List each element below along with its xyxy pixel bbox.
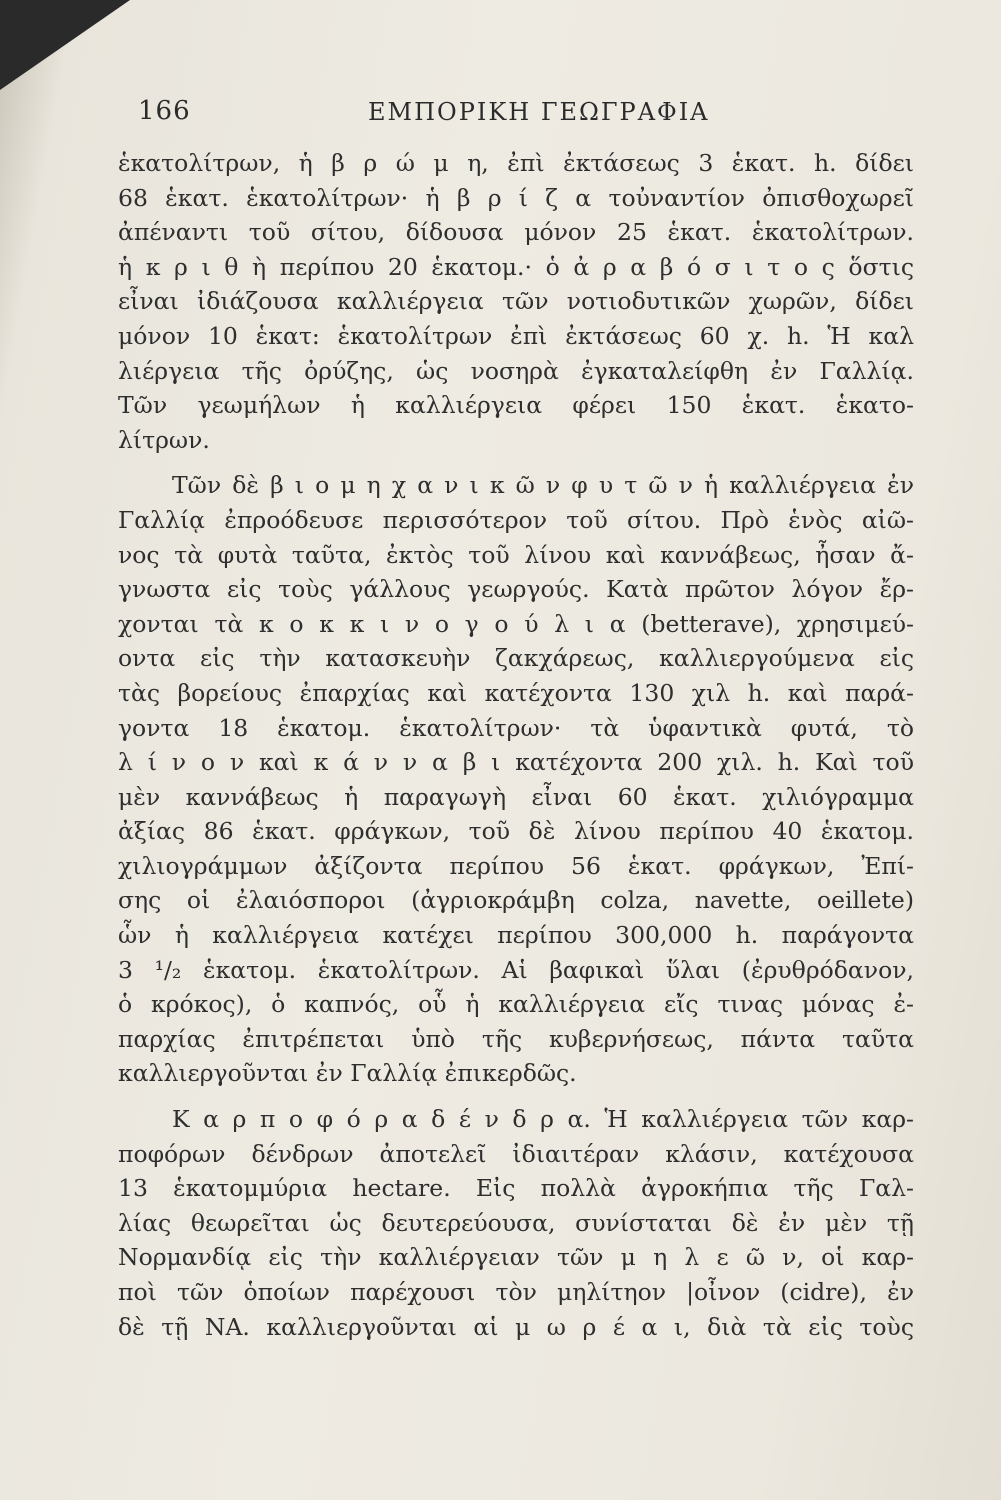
text-line: τὰς βορείους ἐπαρχίας καὶ κατέχοντα 130 χιλ h. καὶ παρά- — [118, 678, 914, 707]
text-line: δὲ τῇ ΝΑ. καλλιεργοῦνται αἱ μ ω ρ έ α ι, διὰ τὰ εἰς τοὺς — [118, 1312, 914, 1341]
text-line: Τῶν γεωμήλων ἡ καλλιέργεια φέρει 150 ἑκατ. ἑκατο- — [118, 391, 914, 420]
text-line: παρχίας ἐπιτρέπεται ὑπὸ τῆς κυβερνήσεως, πάντα ταῦτα — [118, 1024, 914, 1053]
paragraph — [118, 1102, 914, 1344]
text-line: λίας θεωρεῖται ὡς δευτερεύουσα, συνίσταται δὲ ἐν μὲν τῇ — [118, 1208, 914, 1237]
text-line: ὁ κρόκος), ὁ καπνός, οὗ ἡ καλλιέργεια εἴς τινας μόνας ἐ- — [118, 990, 914, 1019]
text-line: ἑκατολίτρων, ἡ β ρ ώ μ η, ἐπὶ ἐκτάσεως 3 ἑκατ. h. δίδει — [118, 149, 914, 177]
body-text — [118, 146, 914, 1344]
page-number: 166 — [138, 96, 191, 126]
text-line: Γαλλίᾳ ἐπροόδευσε περισσότερον τοῦ σίτου. Πρὸ ἑνὸς αἰῶ- — [118, 505, 914, 534]
text-line: οντα εἰς τὴν κατασκευὴν ζακχάρεως, καλλιεργούμενα εἰς — [118, 644, 914, 673]
text-line: σης οἱ ἐλαιόσποροι (ἀγριοκράμβη colza, navette, oeillete) — [118, 886, 914, 915]
text-line: εἶναι ἰδιάζουσα καλλιέργεια τῶν νοτιοδυτικῶν χωρῶν, δίδει — [118, 287, 914, 316]
text-line: Κ α ρ π ο φ ό ρ α δ έ ν δ ρ α. Ἡ καλλιέργεια τῶν καρ- — [172, 1105, 914, 1134]
page-corner-shadow — [0, 0, 130, 90]
text-line: μὲν καννάβεως ἡ παραγωγὴ εἶναι 60 ἑκατ. χιλιόγραμμα — [118, 782, 914, 811]
text-line: 13 ἑκατομμύρια hectare. Εἰς πολλὰ ἀγροκήπια τῆς Γαλ- — [118, 1174, 914, 1203]
page-header — [138, 96, 908, 136]
text-line: μόνον 10 ἑκατ: ἑκατολίτρων ἐπὶ ἐκτάσεως 60 χ. h. Ἡ καλ — [118, 321, 914, 350]
text-line: Τῶν δὲ β ι ο μ η χ α ν ι κ ῶ ν φ υ τ ῶ ν ἡ καλλιέργεια ἐν — [172, 471, 914, 500]
text-line: ἡ κ ρ ι θ ὴ περίπου 20 ἑκατομ.· ὁ ἀ ρ α β ό σ ι τ ο ς ὅστις — [118, 252, 914, 281]
text-line: καλλιεργοῦνται ἐν Γαλλίᾳ ἐπικερδῶς. — [118, 1059, 577, 1088]
paragraph — [118, 468, 914, 1091]
text-line: νος τὰ φυτὰ ταῦτα, ἐκτὸς τοῦ λίνου καὶ καννάβεως, ἦσαν ἄ- — [118, 540, 914, 569]
text-line: γοντα 18 ἑκατομ. ἑκατολίτρων· τὰ ὑφαντικὰ φυτά, τὸ — [118, 713, 914, 742]
text-line: λίτρων. — [118, 425, 210, 454]
text-line: Νορμανδίᾳ εἰς τὴν καλλιέργειαν τῶν μ η λ ε ῶ ν, οἱ καρ- — [118, 1243, 914, 1272]
text-line: ποὶ τῶν ὁποίων παρέχουσι τὸν μηλίτηον |οἶνον (cidre), ἐν — [118, 1278, 914, 1306]
text-line: ἀξίας 86 ἑκατ. φράγκων, τοῦ δὲ λίνου περίπου 40 ἑκατομ. — [118, 817, 914, 846]
text-line: ὧν ἡ καλλιέργεια κατέχει περίπου 300,000 h. παράγοντα — [118, 921, 914, 950]
text-line: χονται τὰ κ ο κ κ ι ν ο γ ο ύ λ ι α (betterave), χρησιμεύ- — [118, 609, 914, 638]
text-line: 68 ἑκατ. ἑκατολίτρων· ἡ β ρ ί ζ α τοὐναντίον ὀπισθοχωρεῖ — [118, 183, 914, 212]
text-line: λ ί ν ο ν καὶ κ ά ν ν α β ι κατέχοντα 200 χιλ. h. Καὶ τοῦ — [118, 748, 914, 777]
text-line: ἀπέναντι τοῦ σίτου, δίδουσα μόνον 25 ἑκατ. ἑκατολίτρων. — [118, 218, 914, 247]
text-line: λιέργεια τῆς ὀρύζης, ὡς νοσηρὰ ἐγκαταλείφθη ἐν Γαλλίᾳ. — [118, 356, 914, 385]
text-line: χιλιογράμμων ἀξίζοντα περίπου 56 ἑκατ. φράγκων, Ἐπί- — [118, 851, 914, 880]
text-line: ποφόρων δένδρων ἀποτελεῖ ἰδιαιτέραν κλάσιν, κατέχουσα — [118, 1139, 914, 1168]
running-title: ΕΜΠΟΡΙΚΗ ΓΕΩΓΡΑΦΙΑ — [368, 98, 710, 126]
paragraph — [118, 146, 914, 457]
text-line: γνωστα εἰς τοὺς γάλλους γεωργούς. Κατὰ πρῶτον λόγον ἔρ- — [118, 575, 914, 604]
text-line: 3 ¹/₂ ἑκατομ. ἑκατολίτρων. Αἱ βαφικαὶ ὕλαι (ἐρυθρόδανον, — [118, 955, 914, 984]
